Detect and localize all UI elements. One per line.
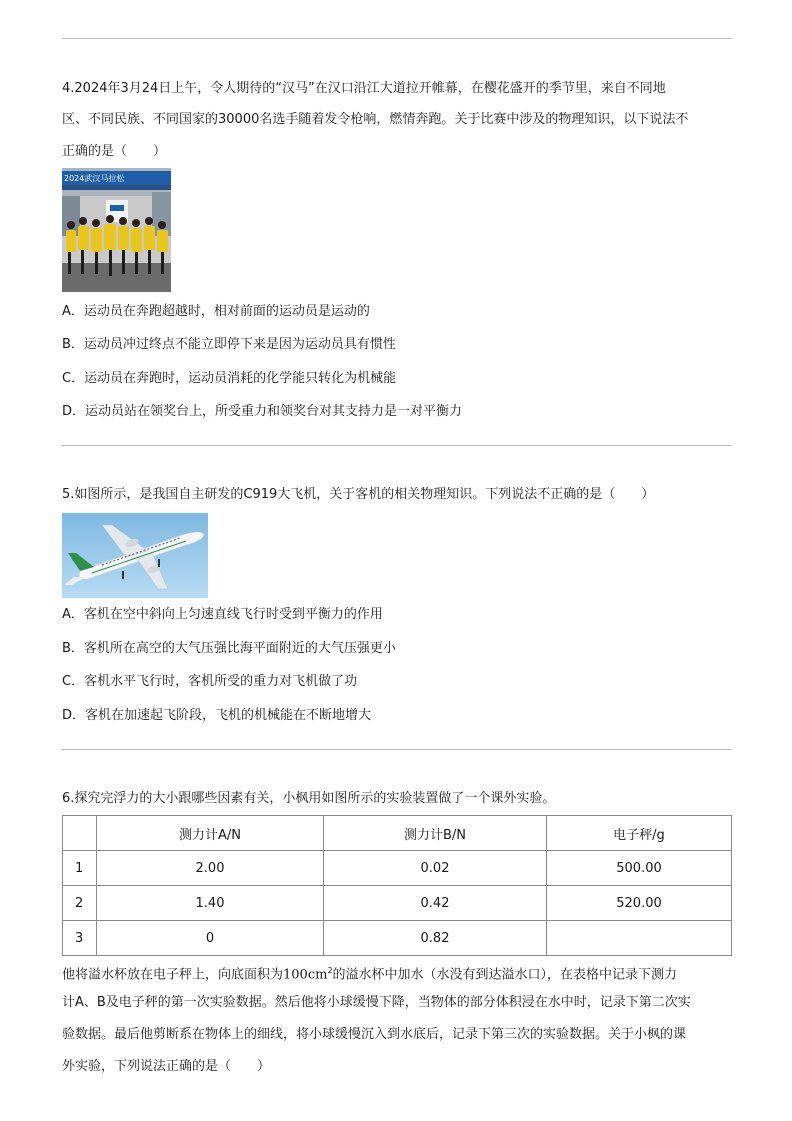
marathon-runners-illustration (62, 168, 171, 292)
divider (62, 749, 732, 750)
table-cell: 500.00 (547, 851, 732, 886)
q6-text-line-1: 6.探究完浮力的大小跟哪些因素有关，小枫用如图所示的实验装置做了一个课外实验。 (62, 791, 556, 806)
q5-option-d: D．客机在加速起飞阶段，飞机的机械能在不断地增大 (62, 708, 372, 723)
q4-option-a: A．运动员在奔跑超越时，相对前面的运动员是运动的 (62, 304, 370, 319)
q5-option-c: C．客机水平飞行时，客机所受的重力对飞机做了功 (62, 674, 358, 689)
q4-text-line-2: 区、不同民族、不同国家的30000名选手随着发令枪响，燃情奔跑。关于比赛中涉及的物理知识，以下说法不 (62, 112, 689, 127)
table-cell: 520.00 (547, 886, 732, 921)
table-header-cell (63, 816, 97, 851)
q6-paragraph-line-1 (62, 962, 677, 984)
table-header-cell: 电子秤/g (547, 816, 732, 851)
table-row (63, 921, 732, 956)
q6-paragraph-line-3: 验数据。最后他剪断系在物体上的细线，将小球缓慢沉入到水底后，记录下第三次的实验数据。关于小枫的课 (62, 1027, 687, 1042)
q6-paragraph-text: 的溢水杯中加水（水没有到达溢水口），在表格中记录下测力 (332, 967, 678, 983)
q6-paragraph-line-2: 计A、B及电子秤的第一次实验数据。然后他将小球缓慢下降，当物体的部分体积浸在水中时，记录下第二次实 (62, 995, 691, 1010)
q6-paragraph-line-4: 外实验，下列说法正确的是（ ） (62, 1059, 271, 1074)
q4-text-line-3: 正确的是（ ） (62, 144, 167, 159)
q4-text-line-1: 4.2024年3月24日上午，令人期待的“汉马”在汉口沿江大道拉开帷幕，在樱花盛开的季节里，来自不同地 (62, 81, 666, 96)
table-row (63, 886, 732, 921)
table-cell: 0.42 (324, 886, 547, 921)
table-row (63, 851, 732, 886)
area-exponent: 2 (327, 966, 333, 975)
c919-airplane-photo (62, 513, 208, 598)
table-cell: 0 (97, 921, 324, 956)
table-header-cell: 测力计B/N (324, 816, 547, 851)
experiment-data-table (62, 815, 732, 956)
divider (62, 38, 732, 39)
airplane-illustration (62, 513, 208, 598)
table-header-cell: 测力计A/N (97, 816, 324, 851)
table-cell: 0.02 (324, 851, 547, 886)
q4-option-b: B．运动员冲过终点不能立即停下来是因为运动员具有惯性 (62, 337, 396, 352)
table-cell: 0.82 (324, 921, 547, 956)
area-value: 100cm (283, 967, 328, 983)
q4-option-c: C．运动员在奔跑时，运动员消耗的化学能只转化为机械能 (62, 371, 397, 386)
table-cell: 1.40 (97, 886, 324, 921)
q5-option-b: B．客机所在高空的大气压强比海平面附近的大气压强更小 (62, 641, 396, 656)
banner-text: 2024武汉马拉松 (64, 174, 125, 183)
table-cell (547, 921, 732, 956)
q4-option-d: D．运动员站在领奖台上，所受重力和领奖台对其支持力是一对平衡力 (62, 404, 463, 419)
divider (62, 445, 732, 446)
q5-option-a: A．客机在空中斜向上匀速直线飞行时受到平衡力的作用 (62, 607, 383, 622)
q5-text-line-1: 5.如图所示，是我国自主研发的C919大飞机，关于客机的相关物理知识。下列说法不正确的是（ ） (62, 487, 655, 502)
table-cell: 1 (63, 851, 97, 886)
table-cell: 3 (63, 921, 97, 956)
marathon-photo (62, 168, 171, 292)
table-cell: 2.00 (97, 851, 324, 886)
q6-paragraph-text: 他将溢水杯放在电子秤上，向底面积为 (62, 967, 284, 983)
table-header-row (63, 816, 732, 851)
table-cell: 2 (63, 886, 97, 921)
